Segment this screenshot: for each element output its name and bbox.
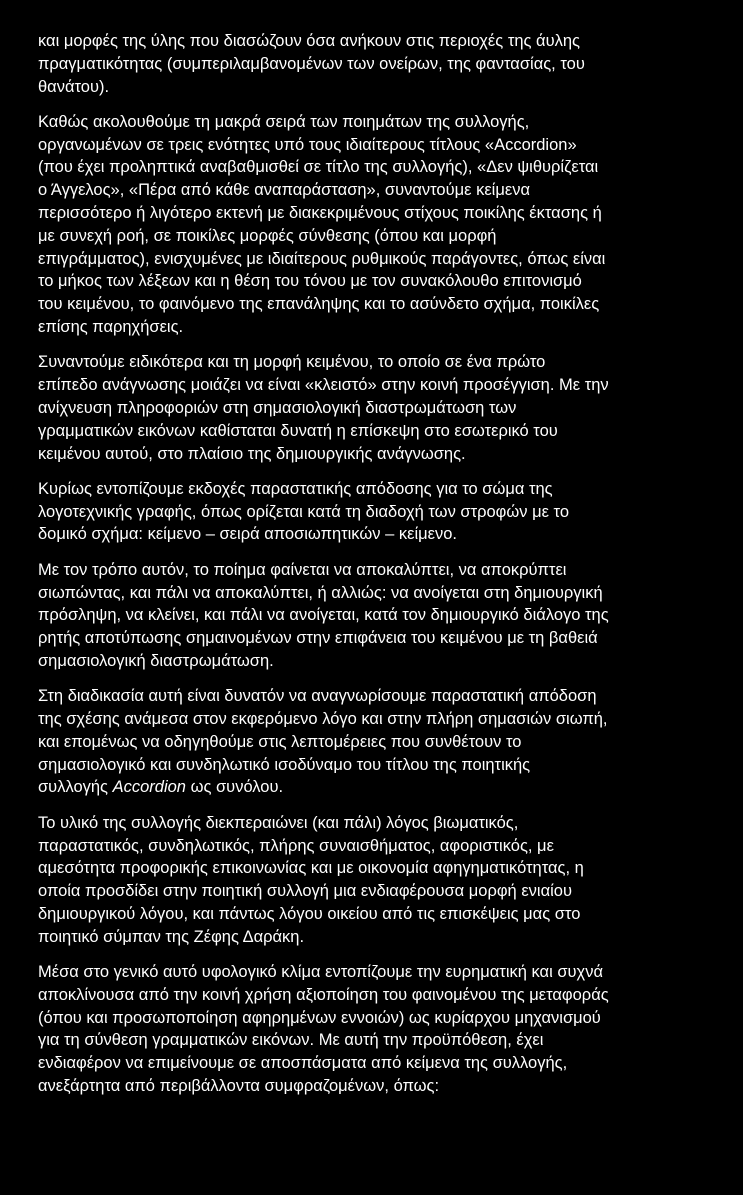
text-line: οποία προσδίδει στην ποιητική συλλογή μια ενδιαφέρουσα μορφή ενιαίου [38,882,572,901]
text-line: οργανωμένων σε τρεις ενότητες υπό τους ιδιαίτερους τίτλους «Accordion» [38,135,577,154]
text-line: Συναντούμε ειδικότερα και τη μορφή κειμένου, το οποίο σε ένα πρώτο [38,353,546,372]
text-line: ποιητικό σύμπαν της Ζέφης Δαράκη. [38,927,305,946]
text-line: Με τον τρόπο αυτόν, το ποίημα φαίνεται να αποκαλύπτει, να αποκρύπτει [38,560,567,579]
paragraph-5 [38,559,721,673]
paragraph-1 [38,30,721,98]
text-line: Το υλικό της συλλογής διεκπεραιώνει (και πάλι) λόγος βιωματικός, [38,813,519,832]
text-line: αμεσότητα προφορικής επικοινωνίας και με οικονομία αφηγηματικότητας, η [38,859,584,878]
text-line: το μήκος των λέξεων και η θέση του τόνου με τον συνακόλουθο επιτονισμό [38,272,582,291]
text-line: δημιουργικού λόγου, και πάντως λόγου οικείου από τις επισκέψεις μας στο [38,904,581,923]
text-line-mixed [38,776,721,799]
collection-title-italic: Accordion [112,778,186,797]
text-line: ανίχνευση πληροφοριών στη σημασιολογική διαστρωμάτωση των [38,398,517,417]
text-line: παραστατικός, συνδηλωτικός, πλήρης συναισθήματος, αφοριστικός, με [38,836,554,855]
text-line: με συνεχή ροή, σε ποικίλες μορφές σύνθεσης (όπου και μορφή [38,226,497,245]
text-line: αποκλίνουσα από την κοινή χρήση αξιοποίηση του φαινομένου της μεταφοράς [38,985,609,1004]
text-line: ο Άγγελος», «Πέρα από κάθε αναπαράσταση», συναντούμε κείμενα [38,181,530,200]
paragraph-6 [38,685,721,799]
text-segment: ως συνόλου. [185,778,284,797]
text-line: Κυρίως εντοπίζουμε εκδοχές παραστατικής απόδοσης για το σώμα της [38,479,553,498]
text-line: θανάτου). [38,77,110,96]
text-line: πρόσληψη, να κλείνει, και πάλι να ανοίγεται, κατά τον δημιουργικό διάλογο της [38,606,609,625]
text-line: επίπεδο ανάγνωσης μοιάζει να είναι «κλειστό» στην κοινή προσέγγιση. Με την [38,376,609,395]
paragraph-8 [38,961,721,1098]
text-line: περισσότερο ή λιγότερο εκτενή με διακεκριμένους στίχους ποικίλης έκτασης ή [38,204,602,223]
text-line: ενδιαφέρον να επιμείνουμε σε αποσπάσματα από κείμενα της συλλογής, [38,1054,568,1073]
paragraph-2 [38,111,721,339]
text-line: γραμματικών εικόνων καθίσταται δυνατή η επίσκεψη στο εσωτερικό του [38,421,558,440]
text-line: ανεξάρτητα από περιβάλλοντα συμφραζομένων, όπως: [38,1076,440,1095]
text-line: σιωπώντας, και πάλι να αποκαλύπτει, ή αλλιώς: να ανοίγεται στη δημιουργική [38,583,603,602]
text-line: σημασιολογική διαστρωμάτωση. [38,651,274,670]
text-line: (που έχει προληπτικά αναβαθμισθεί σε τίτλο της συλλογής), «Δεν ψιθυρίζεται [38,158,599,177]
paragraph-4 [38,478,721,546]
text-line: Στη διαδικασία αυτή είναι δυνατόν να αναγνωρίσουμε παραστατική απόδοση [38,687,597,706]
paragraph-3 [38,351,721,465]
text-line: Καθώς ακολουθούμε τη μακρά σειρά των ποιημάτων της συλλογής, [38,112,530,131]
text-line: πραγματικότητας (συμπεριλαμβανομένων των ονείρων, της φαντασίας, του [38,54,585,73]
text-line: της σχέσης ανάμεσα στον εκφερόμενο λόγο και στην πλήρη σημασιών σιωπή, [38,710,608,729]
text-line: ρητής αποτύπωσης σημαινομένων στην επιφάνεια του κειμένου με τη βαθειά [38,629,598,648]
text-line: κειμένου αυτού, στο πλαίσιο της δημιουργικής ανάγνωσης. [38,444,466,463]
text-line: επιγράμματος), ενισχυμένες με ιδιαίτερους ρυθμικούς παράγοντες, όπως είναι [38,249,606,268]
text-segment: συλλογής [38,778,113,797]
paragraph-7 [38,812,721,949]
text-line: επίσης παρηχήσεις. [38,318,184,337]
text-line: λογοτεχνικής γραφής, όπως ορίζεται κατά τη διαδοχή των στροφών με το [38,502,569,521]
text-line: για τη σύνθεση γραμματικών εικόνων. Με αυτή την προϋπόθεση, έχει [38,1031,544,1050]
text-line: του κειμένου, το φαινόμενο της επανάληψης και το ασύνδετο σχήμα, ποικίλες [38,295,600,314]
text-line: και μορφές της ύλης που διασώζουν όσα ανήκουν στις περιοχές της άυλης [38,32,580,50]
text-line: δομικό σχήμα: κείμενο – σειρά αποσιωπητικών – κείμενο. [38,525,457,544]
text-line: και επομένως να οδηγηθούμε στις λεπτομέρειες που συνθέτουν το [38,732,522,751]
text-line: (όπου και προσωποποίηση αφηρημένων εννοιών) ως κυρίαρχου μηχανισμού [38,1008,601,1027]
text-line: Μέσα στο γενικό αυτό υφολογικό κλίμα εντοπίζουμε την ευρηματική και συχνά [38,962,603,981]
text-line: σημασιολογικό και συνδηλωτικό ισοδύναμο του τίτλου της ποιητικής [38,755,531,774]
